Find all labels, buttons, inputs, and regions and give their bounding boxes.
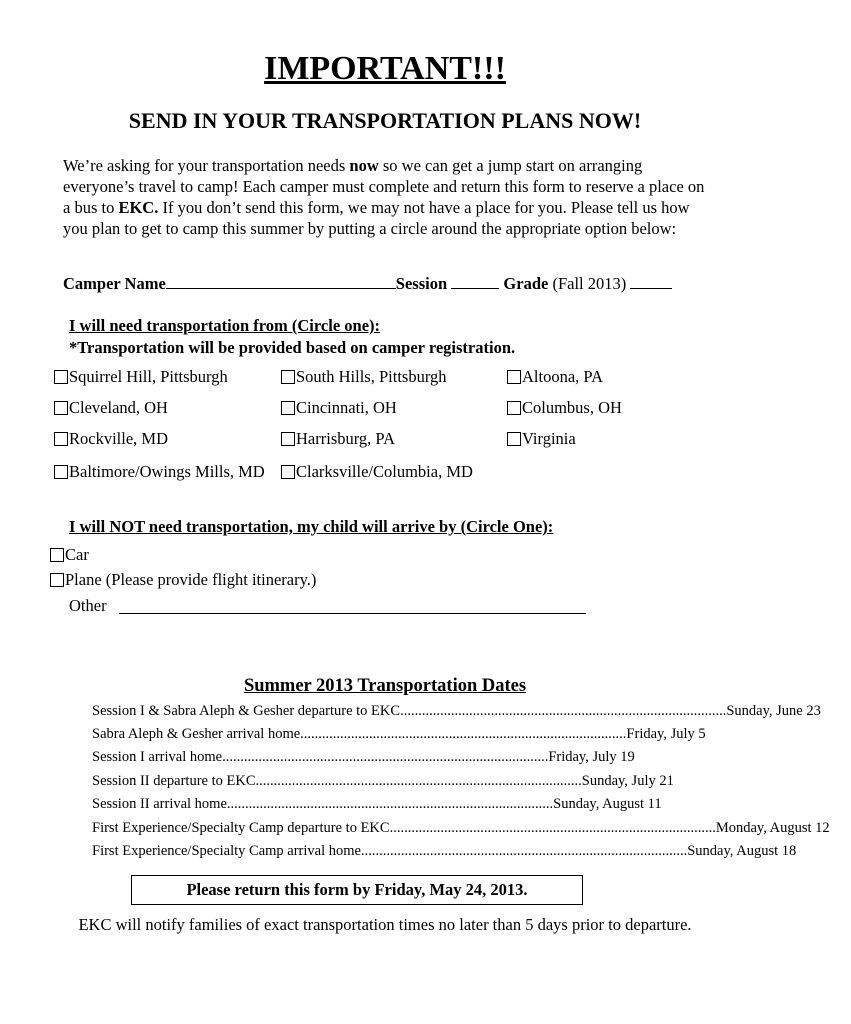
checkbox[interactable] (281, 432, 295, 446)
session-field[interactable] (451, 274, 499, 289)
option-virginia[interactable]: Virginia (507, 429, 576, 449)
intro-paragraph: We’re asking for your transportation needs now so we can get a jump start on arranging everyone’s travel to camp! Each camper must complete and return this form to reserve a place on a bus to EKC. If you don’t send this form, we may not have a place for you. Please tell us how you plan to get to camp this summer by putting a circle around the appropriate option below: (63, 156, 705, 238)
option-cincinnati[interactable]: Cincinnati, OH (281, 398, 397, 418)
other-field[interactable] (119, 599, 586, 614)
option-rockville[interactable]: Rockville, MD (54, 429, 168, 449)
option-south-hills[interactable]: South Hills, Pittsburgh (281, 367, 447, 387)
checkbox[interactable] (54, 401, 68, 415)
checkbox[interactable] (54, 465, 68, 479)
option-harrisburg[interactable]: Harrisburg, PA (281, 429, 395, 449)
date-row: Session II arrival home .......................................................................................... Sunday, August 11 (92, 796, 662, 812)
checkbox[interactable] (54, 370, 68, 384)
page-subtitle: SEND IN YOUR TRANSPORTATION PLANS NOW! (128, 108, 642, 133)
no-transport-heading: I will NOT need transportation, my child will arrive by (Circle One): (69, 517, 554, 536)
return-notice: Please return this form by Friday, May 24, 2013. (131, 875, 583, 905)
option-cleveland[interactable]: Cleveland, OH (54, 398, 168, 418)
checkbox[interactable] (50, 548, 64, 562)
need-transport-note: *Transportation will be provided based on camper registration. (69, 338, 516, 357)
grade-field[interactable] (630, 274, 672, 289)
option-baltimore[interactable]: Baltimore/Owings Mills, MD (54, 462, 265, 482)
grade-note: (Fall 2013) (548, 274, 627, 293)
option-car[interactable]: Car (50, 545, 89, 565)
option-clarksville[interactable]: Clarksville/Columbia, MD (281, 462, 473, 482)
date-row: Session II departure to EKC .......................................................................................... Sunday, July 21 (92, 773, 674, 789)
grade-label: Grade (503, 274, 549, 293)
checkbox[interactable] (50, 573, 64, 587)
checkbox[interactable] (281, 465, 295, 479)
dates-title: Summer 2013 Transportation Dates (243, 676, 527, 696)
option-squirrel-hill[interactable]: Squirrel Hill, Pittsburgh (54, 367, 228, 387)
date-row: Session I arrival home .......................................................................................... Friday, July 19 (92, 749, 635, 765)
page-title: IMPORTANT!!! (264, 50, 506, 87)
checkbox[interactable] (507, 370, 521, 384)
option-plane[interactable]: Plane (Please provide flight itinerary.) (50, 570, 316, 590)
date-row: Session I & Sabra Aleph & Gesher departure to EKC .......................................................................................... Sunday, June 23 (92, 703, 821, 719)
option-columbus[interactable]: Columbus, OH (507, 398, 622, 418)
camper-name-field[interactable] (166, 274, 396, 289)
checkbox[interactable] (54, 432, 68, 446)
need-transport-heading: I will need transportation from (Circle one): (69, 316, 381, 335)
camper-fields (63, 274, 672, 294)
checkbox[interactable] (507, 432, 521, 446)
date-row: First Experience/Specialty Camp arrival home .......................................................................................... Sunday, August 18 (92, 843, 797, 859)
date-row: Sabra Aleph & Gesher arrival home .......................................................................................... Friday, July 5 (92, 726, 706, 742)
option-other: Other (69, 596, 586, 616)
checkbox[interactable] (507, 401, 521, 415)
checkbox[interactable] (281, 370, 295, 384)
session-label: Session (395, 274, 448, 293)
camper-name-label: Camper Name (63, 274, 166, 293)
checkbox[interactable] (281, 401, 295, 415)
option-altoona[interactable]: Altoona, PA (507, 367, 603, 387)
date-row: First Experience/Specialty Camp departure to EKC .......................................................................................... Monday, August 12 (92, 820, 830, 836)
notify-text: EKC will notify families of exact transportation times no later than 5 days prior to departure. (78, 915, 692, 934)
